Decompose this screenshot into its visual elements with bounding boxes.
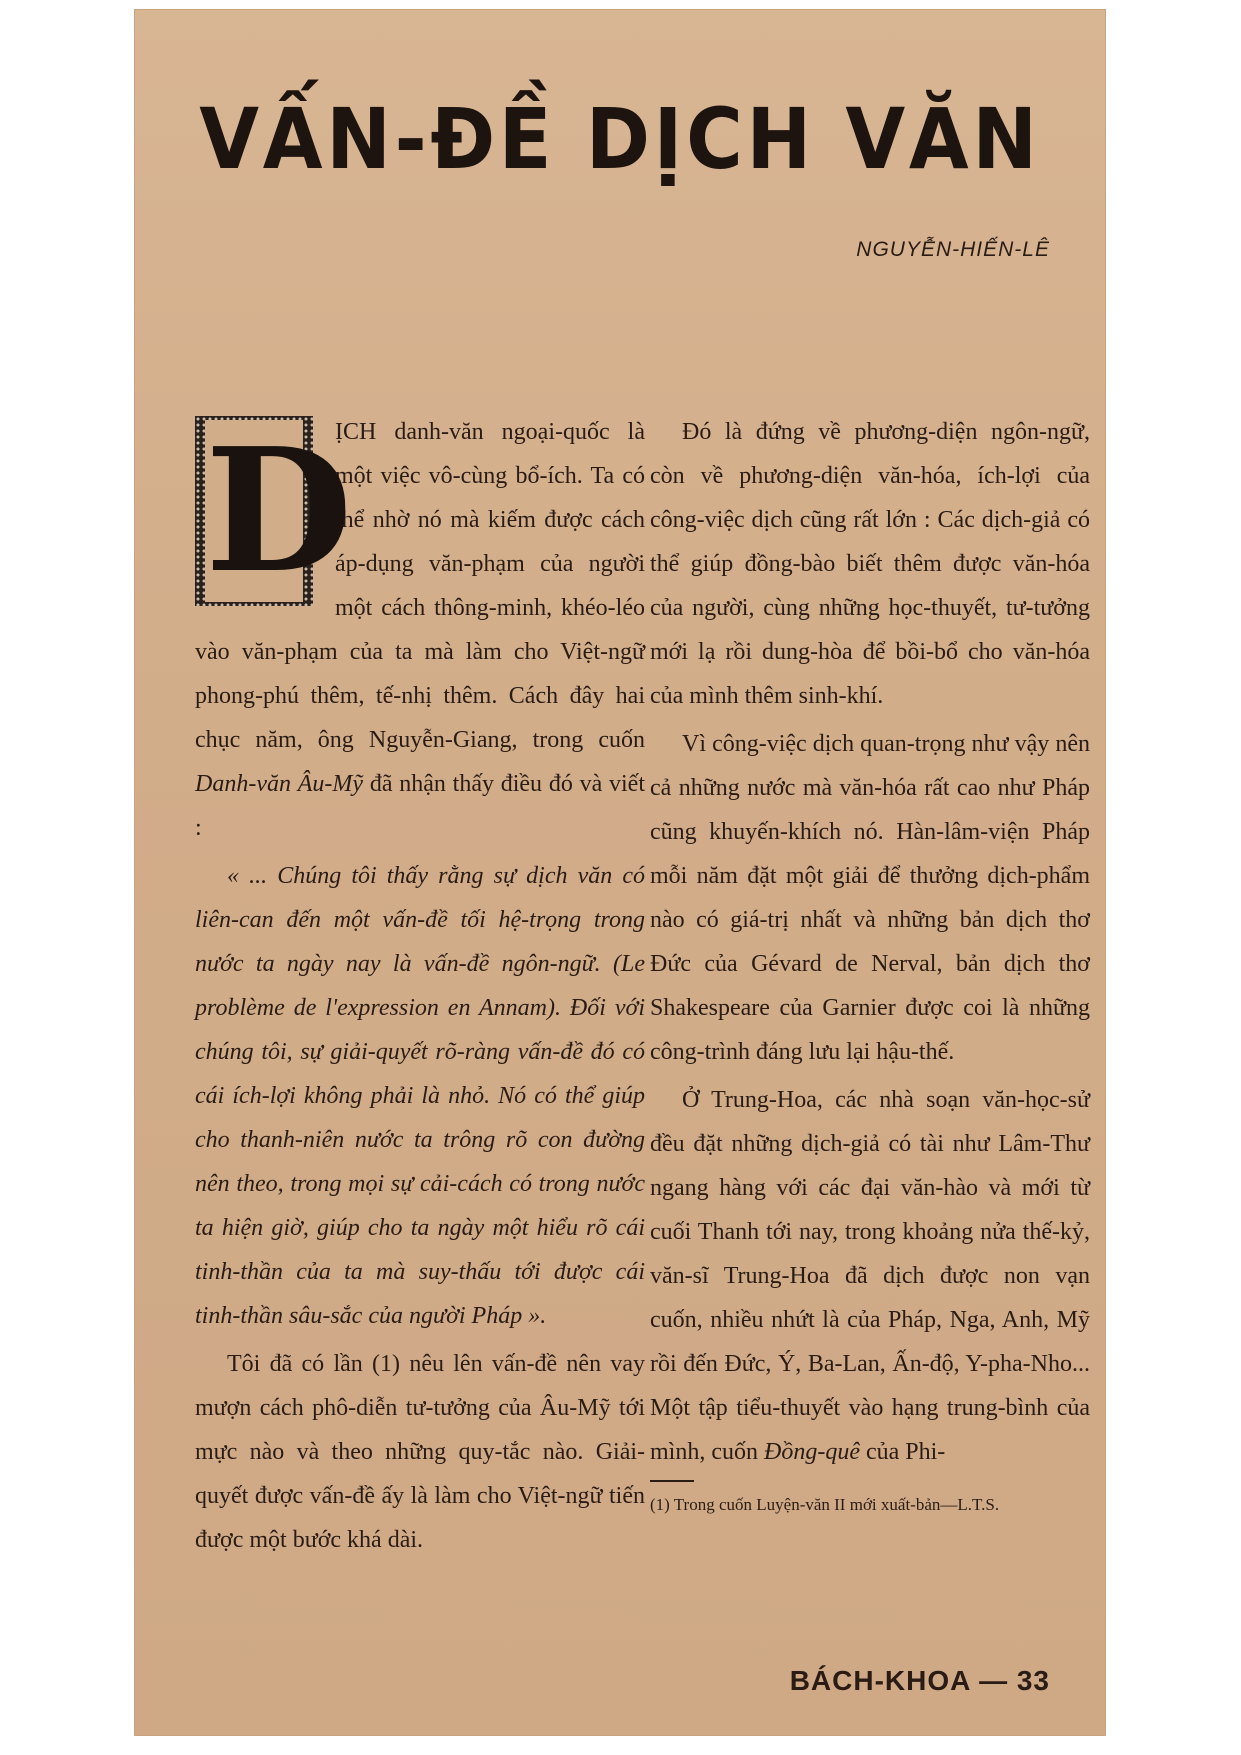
left-column xyxy=(195,410,645,1566)
drop-cap-letter: D xyxy=(205,411,353,611)
paragraph-opening-text: ỊCH danh-văn ngoại-quốc là một việc vô-cùng bổ-ích. Ta có thể nhờ nó mà kiếm được cách áp-dụng văn-phạm của người một cách thông-minh, khéo-léo vào văn-phạm của ta mà làm cho Việt-ngữ phong-phú thêm, tế-nhị thêm. Cách đây hai chục năm, ông Nguyễn-Giang, trong cuốn xyxy=(195,419,645,753)
book-title-dong-que: Đồng-quê xyxy=(764,1439,860,1465)
paragraph-china-end: của Phi- xyxy=(859,1439,946,1465)
paragraph-china xyxy=(650,1078,1090,1474)
right-column xyxy=(650,410,1090,1522)
article-title: VẤN-ĐỀ DỊCH VĂN xyxy=(199,90,1041,188)
footnote: (1) Trong cuốn Luyện-văn II mới xuất-bản—L.T.S. xyxy=(650,1495,1000,1514)
paragraph-opening xyxy=(195,410,645,850)
paragraph-china-text: Ở Trung-Hoa, các nhà soạn văn-học-sử đều đặt những dịch-giả có tài như Lâm-Thư ngang hàng với các đại văn-hào và mới từ cuối Thanh tới nay, trong khoảng nửa thế-kỷ, văn-sĩ Trung-Hoa đã dịch được non vạn cuốn, nhiều nhứt là của Pháp, Nga, Anh, Mỹ rồi đến Đức, Ý, Ba-Lan, Ấn-độ, Y-pha-Nho... Một tập tiểu-thuyết vào hạng trung-bình của mình, cuốn xyxy=(650,1087,1090,1465)
paragraph-translation-rules: Tôi đã có lần (1) nêu lên vấn-đề nên vay mượn cách phô-diễn tư-tưởng của Âu-Mỹ tới mực nào và theo những quy-tắc nào. Giải-quyết được vấn-đề ấy là làm cho Việt-ngữ tiến được một bước khá dài. xyxy=(195,1351,645,1553)
drop-cap xyxy=(195,411,353,611)
paragraph-culture: Đó là đứng về phương-diện ngôn-ngữ, còn về phương-diện văn-hóa, ích-lợi của công-việc dịch cũng rất lớn : Các dịch-giả có thể giúp đồng-bào biết thêm được văn-hóa của người, cùng những học-thuyết, tư-tưởng mới lạ rồi dung-hòa để bồi-bổ cho văn-hóa của mình thêm sinh-khí. xyxy=(650,419,1090,709)
paragraph-france: Vì công-việc dịch quan-trọng như vậy nên cả những nước mà văn-hóa rất cao như Pháp cũng khuyến-khích nó. Hàn-lâm-viện Pháp mỗi năm đặt một giải để thưởng dịch-phẩm nào có giá-trị nhất và những bản dịch thơ Đức của Gévard de Nerval, bản dịch thơ Shakespeare của Garnier được coi là những công-trình đáng lưu lại hậu-thế. xyxy=(650,731,1090,1065)
paragraph-opening-end: đã nhận thấy điều đó và viết : xyxy=(195,771,645,841)
magazine-page xyxy=(135,10,1105,1735)
article-author: NGUYỄN-HIẾN-LÊ xyxy=(856,238,1050,261)
page-footer: BÁCH-KHOA — 33 xyxy=(789,1665,1050,1696)
book-title-danh-van: Danh-văn Âu-Mỹ xyxy=(195,771,364,797)
footnote-divider xyxy=(650,1480,694,1482)
quotation: « ... Chúng tôi thấy rằng sự dịch văn có liên-can đến một vấn-đề tối hệ-trọng trong nước ta ngày nay là vấn-đề ngôn-ngữ. (Le problème de l'expression en Annam). Đối với chúng tôi, sự giải-quyết rõ-ràng vấn-đề đó có cái ích-lợi không phải là nhỏ. Nó có thể giúp cho thanh-niên nước ta trông rõ con đường nên theo, trong mọi sự cải-cách có trong nước ta hiện giờ, giúp cho ta ngày một hiểu rõ cái tinh-thần của ta mà suy-thấu tới được cái tinh-thần sâu-sắc của người Pháp ». xyxy=(195,863,645,1329)
